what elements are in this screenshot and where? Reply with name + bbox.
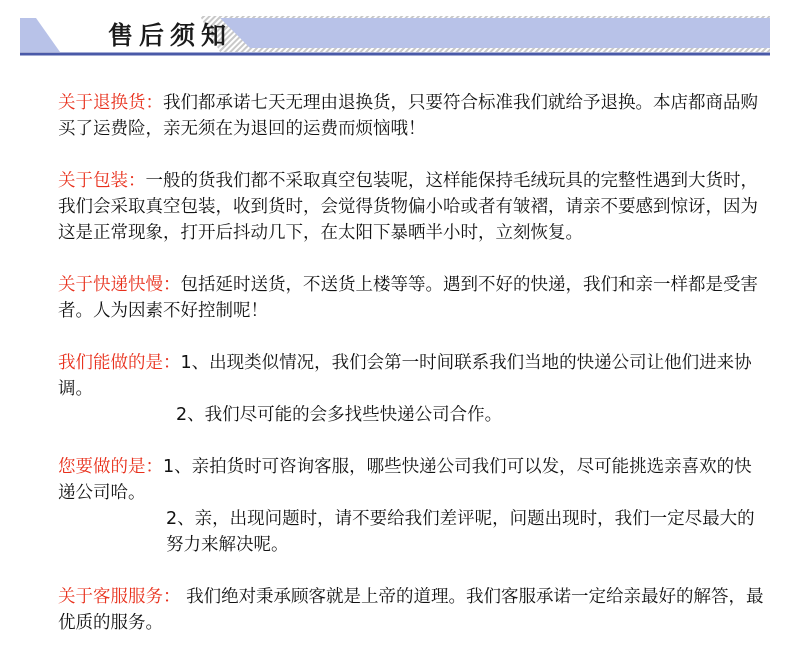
section-paragraph bbox=[58, 584, 768, 636]
section-text: 我们绝对秉承顾客就是上帝的道理。我们客服承诺一定给亲最好的解答，最优质的服务。 bbox=[58, 587, 764, 633]
section-customer-service bbox=[58, 584, 768, 636]
section-delivery-speed bbox=[58, 272, 768, 324]
section-what-we-do bbox=[58, 350, 768, 428]
section-label: 我们能做的是： bbox=[58, 353, 181, 373]
section-returns bbox=[58, 90, 768, 142]
section-paragraph bbox=[58, 168, 768, 246]
section-paragraph bbox=[58, 272, 768, 324]
section-item-2: 2、我们尽可能的会多找些快递公司合作。 bbox=[176, 405, 503, 425]
section-label: 关于包装： bbox=[58, 171, 146, 191]
section-label: 关于退换货： bbox=[58, 93, 163, 113]
section-text: 一般的货我们都不采取真空包装呢，这样能保持毛绒玩具的完整性遇到大货时，我们会采取真空包装，收到货时，会觉得货物偏小哈或者有皱褶，请亲不要感到惊讶，因为这是正常现象，打开后抖动几下，在太阳下暴晒半小时，立刻恢复。 bbox=[58, 171, 758, 243]
section-paragraph bbox=[58, 454, 768, 506]
page-title: 售后须知 bbox=[108, 21, 233, 50]
banner-right-band bbox=[220, 18, 770, 48]
section-label: 关于客服服务： bbox=[58, 587, 181, 607]
section-paragraph bbox=[58, 90, 768, 142]
section-what-you-do bbox=[58, 454, 768, 558]
section-text: 包括延时送货，不送货上楼等等。遇到不好的快递，我们和亲一样都是受害者。人为因素不好控制呢！ bbox=[58, 275, 758, 321]
notice-content bbox=[58, 90, 768, 662]
section-item-2: 2、亲，出现问题时，请不要给我们差评呢，问题出现时，我们一定尽最大的努力来解决呢。 bbox=[166, 509, 755, 555]
section-label: 关于快递快慢： bbox=[58, 275, 181, 295]
section-label: 您要做的是： bbox=[58, 457, 163, 477]
section-text: 我们都承诺七天无理由退换货，只要符合标准我们就给予退换。本店都商品购买了运费险，亲无须在为退回的运费而烦恼哦！ bbox=[58, 93, 758, 139]
section-packaging bbox=[58, 168, 768, 246]
section-paragraph bbox=[58, 350, 768, 402]
header-banner bbox=[20, 12, 770, 60]
section-text: 1、亲拍货时可咨询客服，哪些快递公司我们可以发，尽可能挑选亲喜欢的快递公司哈。 bbox=[58, 457, 752, 503]
section-text: 1、出现类似情况，我们会第一时间联系我们当地的快递公司让他们进来协调。 bbox=[58, 353, 752, 399]
